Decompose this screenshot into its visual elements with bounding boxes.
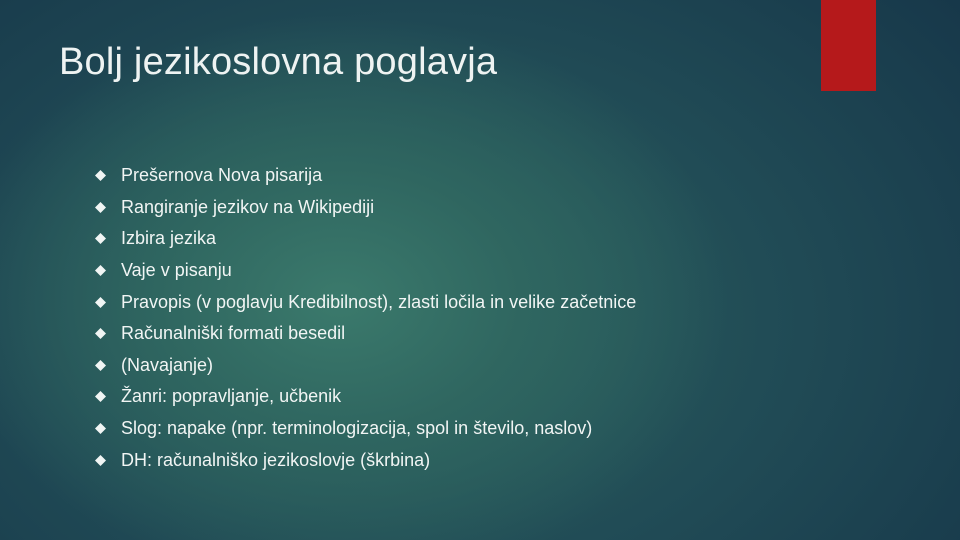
diamond-bullet-icon xyxy=(95,233,106,244)
bullet-text: (Navajanje) xyxy=(121,354,214,375)
bullet-item xyxy=(95,192,636,224)
bullet-text: Izbira jezika xyxy=(121,228,217,249)
bullet-item xyxy=(95,223,636,255)
bullet-item xyxy=(95,381,636,413)
bullet-text: Računalniški formati besedil xyxy=(121,323,346,344)
diamond-bullet-icon xyxy=(95,455,106,466)
bullet-item xyxy=(95,444,636,476)
bullet-item xyxy=(95,318,636,350)
bullet-text: Vaje v pisanju xyxy=(121,260,232,281)
diamond-bullet-icon xyxy=(95,202,106,213)
bullet-list xyxy=(95,160,636,476)
diamond-bullet-icon xyxy=(95,391,106,402)
diamond-bullet-icon xyxy=(95,265,106,276)
bullet-item xyxy=(95,255,636,287)
accent-bar xyxy=(821,0,876,91)
bullet-item xyxy=(95,413,636,445)
bullet-text: DH: računalniško jezikoslovje (škrbina) xyxy=(121,449,431,470)
bullet-text: Slog: napake (npr. terminologizacija, spol in število, naslov) xyxy=(121,418,593,439)
diamond-bullet-icon xyxy=(95,360,106,371)
diamond-bullet-icon xyxy=(95,328,106,339)
bullet-text: Žanri: popravljanje, učbenik xyxy=(121,386,342,407)
slide-title: Bolj jezikoslovna poglavja xyxy=(59,41,498,83)
diamond-bullet-icon xyxy=(95,297,106,308)
bullet-item xyxy=(95,286,636,318)
bullet-item xyxy=(95,350,636,382)
bullet-text: Rangiranje jezikov na Wikipediji xyxy=(121,196,375,217)
bullet-text: Pravopis (v poglavju Kredibilnost), zlasti ločila in velike začetnice xyxy=(121,291,637,312)
bullet-item xyxy=(95,160,636,192)
bullet-text: Prešernova Nova pisarija xyxy=(121,165,323,186)
diamond-bullet-icon xyxy=(95,170,106,181)
diamond-bullet-icon xyxy=(95,423,106,434)
